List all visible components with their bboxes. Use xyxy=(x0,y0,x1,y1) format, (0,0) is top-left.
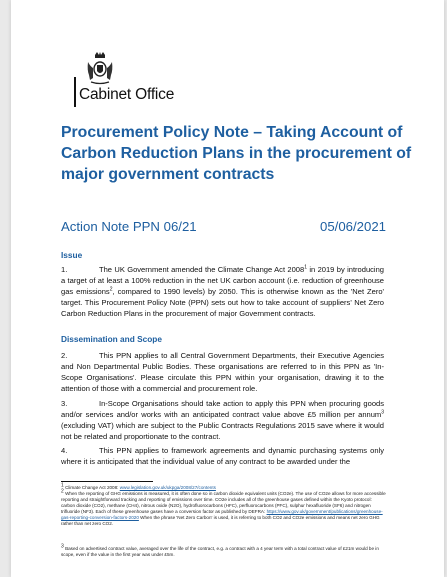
footnote-ref[interactable]: 1 xyxy=(304,264,307,271)
section-heading-scope: Dissemination and Scope xyxy=(61,334,162,344)
footnote-ref[interactable]: 3 xyxy=(381,409,384,416)
paragraph-text: This PPN applies to all Central Government Departments, their Executive Agencies and Non Departmental Public Bodies. These organisations are referred to in this PPN as 'In-Scope Organisations'. Please circulate this PPN within your organisation, drawing it to the attention of those with a commercial and procurement role. xyxy=(61,351,384,393)
footnote-ref[interactable]: 2 xyxy=(109,286,113,293)
footnote-text: Based on advertised contract value, averaged over the life of the contract, e.g. a contract with a 4 year term with a total contract value of £21m would be in scope, even if the value in the first year was under £5m. xyxy=(61,546,379,558)
section-heading-issue: Issue xyxy=(61,250,83,260)
footnote-1: $^1$ Climate Change Act 2008: www.legislation.gov.uk/ukpga/2008/27/contents xyxy=(61,482,216,490)
logo-divider-bar xyxy=(74,77,76,107)
paragraph-text: In-Scope Organisations should take action to apply this PPN when procuring goods and/or services and/or works with an anticipated contract value above £5 million per annum xyxy=(61,399,384,419)
footnote-divider xyxy=(61,481,153,482)
paragraph-1 xyxy=(61,264,384,319)
footnote-3: $^3$ Based on advertised contract value, averaged over the life of the contract, e.g. a contract with a 4 year term with a total contract value of £21m would be in scope, even if the value in the first year was under £5m. xyxy=(61,543,379,558)
paragraph-text: , compared to 1990 levels) by 2050. This is otherwise known as the 'Net Zero' target. This Procurement Policy Note (PPN) sets out how to take account of suppliers' Net Zero Carbon Reduction Plans in the procurement of major Government contracts. xyxy=(61,287,384,318)
footnote-2: $^2$ When the reporting of GHG emissions is measured, it is often done so in carbon dioxide equivalent units (CO2e). The use of CO2e allows for more accessible reporting and straightforward tracking and reporting of emissions over time. CO2e includes all of the greenhouse gases defined within the Kyoto protocol: carbon dioxide (CO2), methane (CH4), nitrous oxide (N2O), hydrofluorocarbons (HFC), perfluorocarbons (PFC), sulphur hexafluoride (SF6) and nitrogen trifluoride (NF3). Each of these greenhouse gases have a conversion factor as published by DEFRA: https://www.gov.uk/government/publications/greenhouse-gas-reporting-conversion-factors-2020 When the phrase 'Net Zero Carbon' is used, it is referring to both CO2 and CO2e emissions and means net zero GHG rather than net zero CO2. xyxy=(61,488,386,527)
footnote-text: When the reporting of GHG emissions is measured, it is often done so in carbon dioxide equivalent units (CO2e). The use of CO2e allows for more accessible reporting and straightforward tracking and reporting of emissions over time. CO2e includes all of the greenhouse gases defined within the Kyoto protocol: carbon dioxide (CO2), methane (CH4), nitrous oxide (N2O), hydrofluorocarbons (HFC), perfluorocarbons (PFC), sulphur hexafluoride (SF6) and nitrogen trifluoride (NF3). Each of these greenhouse gases have a conversion factor as published by DEFRA: xyxy=(61,491,386,515)
action-note-row xyxy=(61,219,386,234)
footnote-link[interactable]: www.legislation.gov.uk/ukpga/2008/27/contents xyxy=(119,485,216,490)
paragraph-text: This PPN applies to framework agreements and dynamic purchasing systems only where it is anticipated that the individual value of any contract to be awarded under the xyxy=(61,446,384,466)
footnote-text: Climate Change Act 2008: xyxy=(65,485,120,490)
paragraph-2 xyxy=(61,350,384,394)
document-page xyxy=(11,0,444,577)
paragraph-number: 3. xyxy=(61,399,68,408)
paragraph-number: 4. xyxy=(61,446,68,455)
action-note-number: Action Note PPN 06/21 xyxy=(61,219,197,234)
action-note-date: 05/06/2021 xyxy=(319,219,386,234)
paragraph-number: 1. xyxy=(61,265,68,274)
paragraph-4 xyxy=(61,445,384,467)
paragraph-text: in 2019 by introducing a target of at least a 100% reduction in the net UK carbon account (i.e. reduction of greenhouse gas emissions xyxy=(61,265,384,296)
royal-coat-of-arms-logo xyxy=(85,52,115,86)
document-title: Procurement Policy Note – Taking Account of Carbon Reduction Plans in the procurement of major government contracts xyxy=(61,124,412,183)
paragraph-text: (excluding VAT) which are subject to the Public Contracts Regulations 2015 save where it would not be related and proportionate to the contract. xyxy=(61,421,384,441)
paragraph-number: 2. xyxy=(61,351,68,360)
paragraph-3 xyxy=(61,398,384,442)
department-name: Cabinet Office xyxy=(79,86,175,103)
paragraph-text: The UK Government amended the Climate Change Act 2008 xyxy=(99,265,305,274)
footnote-link[interactable]: https://www.gov.uk/government/publications/greenhouse-gas-reporting-conversion-factors-2020 xyxy=(61,509,383,521)
footnote-text: When the phrase 'Net Zero Carbon' is used, it is referring to both CO2 and CO2e emissions and means net zero GHG rather than net zero CO2. xyxy=(61,515,380,527)
